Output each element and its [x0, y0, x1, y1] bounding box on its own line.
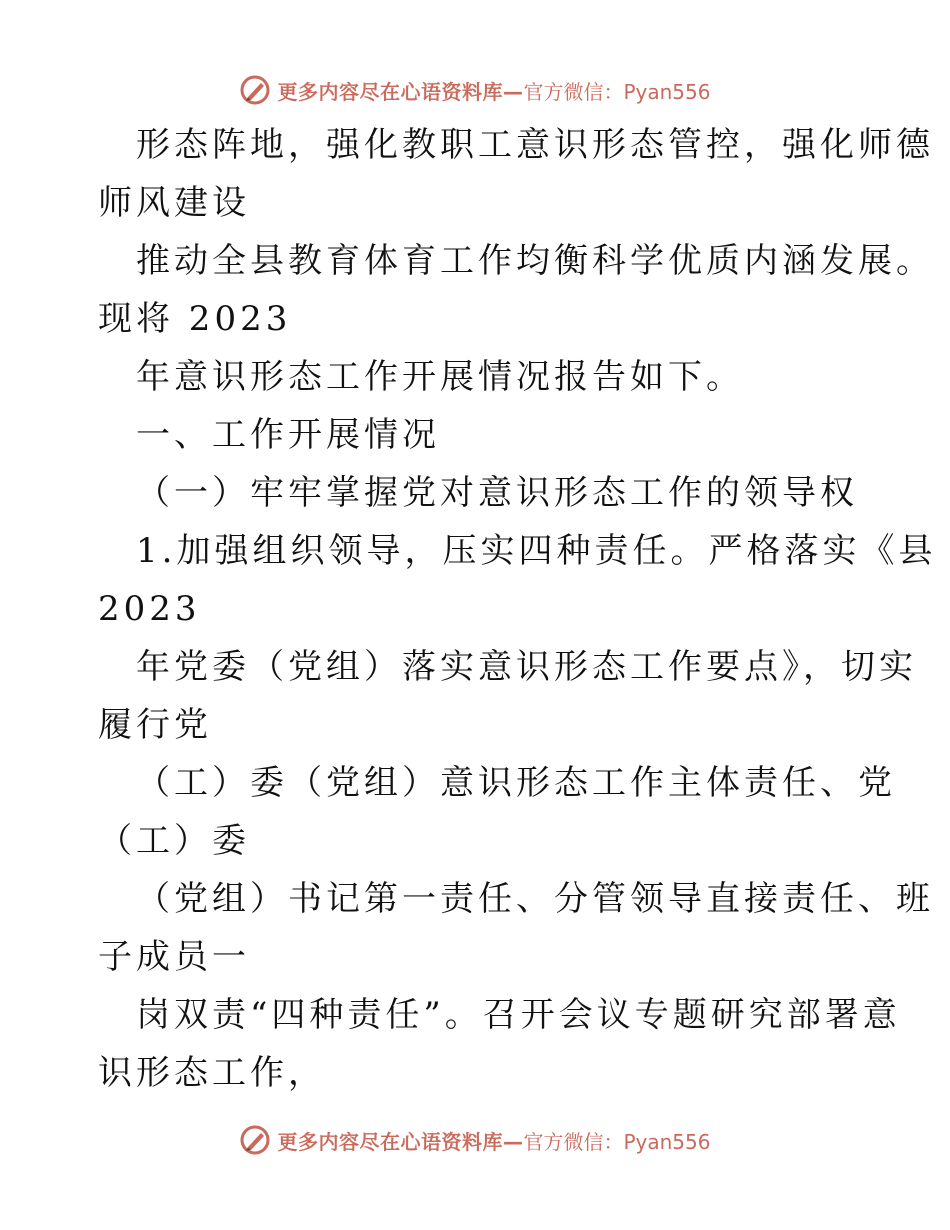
- text-line: 履行党: [98, 705, 212, 745]
- text-line: （党组）书记第一责任、分管领导直接责任、班: [136, 879, 934, 919]
- text-line: 岗双责“四种责任”。召开会议专题研究部署意: [136, 995, 901, 1035]
- text-line: 推动全县教育体育工作均衡科学优质内涵发展。: [136, 241, 934, 281]
- banner-contact: 官方微信：Pyan556: [523, 79, 711, 104]
- banner-text: 更多内容尽在心语资料库—: [277, 1129, 524, 1154]
- text-line: 师风建设: [98, 183, 250, 223]
- text-line: 一、工作开展情况: [136, 415, 440, 455]
- document-body: [98, 116, 937, 1102]
- footer-watermark-banner: [0, 1122, 950, 1158]
- text-line: （工）委（党组）意识形态工作主体责任、党: [136, 763, 896, 803]
- text-line: 1.加强组织领导，压实四种责任。严格落实《县: [136, 531, 937, 571]
- text-line: 识形态工作，: [98, 1053, 326, 1093]
- text-line: （工）委: [98, 821, 250, 861]
- text-line: 2023: [98, 589, 201, 629]
- banner-text: 更多内容尽在心语资料库—: [277, 79, 524, 104]
- text-line: 形态阵地，强化教职工意识形态管控，强化师德: [136, 125, 934, 165]
- pen-logo-icon: [239, 74, 271, 106]
- pen-logo-icon: [239, 1124, 271, 1156]
- text-line: 年意识形态工作开展情况报告如下。: [136, 357, 744, 397]
- text-line: 年党委（党组）落实意识形态工作要点》，切实: [136, 647, 917, 687]
- banner-contact: 官方微信：Pyan556: [523, 1129, 711, 1154]
- header-watermark-banner: [0, 72, 950, 108]
- text-line: （一）牢牢掌握党对意识形态工作的领导权: [136, 473, 858, 513]
- text-line: 现将 2023: [98, 299, 292, 339]
- text-line: 子成员一: [98, 937, 250, 977]
